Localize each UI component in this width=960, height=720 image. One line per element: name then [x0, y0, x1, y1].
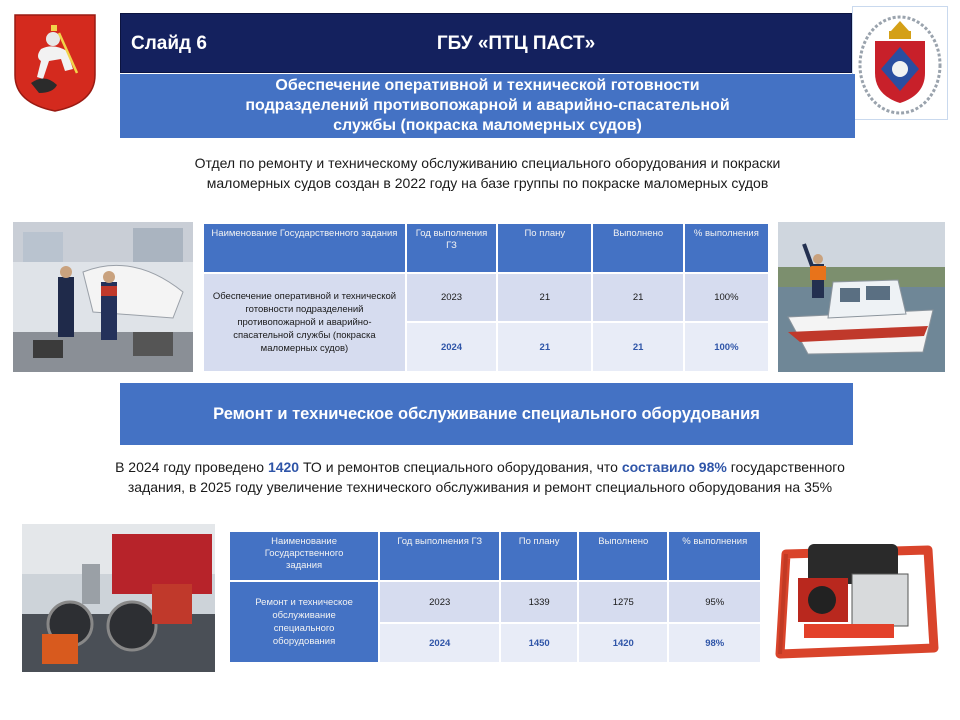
- row-label: Обеспечение оперативной и технической готовности подразделений противопожарной и аварийно-спасательной службы (покраска маломерных судов): [204, 274, 405, 371]
- cell-year: 2023: [380, 582, 499, 622]
- intro-line-1: Отдел по ремонту и техническому обслуживанию специального оборудования и покраски: [194, 155, 781, 171]
- cell-percent: 98%: [669, 624, 760, 662]
- cell-percent: 100%: [685, 274, 768, 321]
- cell-year: 2024: [407, 323, 496, 371]
- cell-done: 1420: [579, 624, 667, 662]
- slide-number: Слайд 6: [131, 33, 207, 54]
- section-band-repair: [120, 383, 853, 445]
- col-header-plan: По плану: [501, 532, 577, 580]
- intro-line-2: маломерных судов создан в 2022 году на базе группы по покраске маломерных судов: [206, 175, 769, 191]
- intro-text: [120, 153, 855, 193]
- col-header-year: Год выполнения ГЗ: [407, 224, 496, 272]
- org-emblem: [852, 6, 948, 120]
- summary-part-1: В 2024 году проведено: [115, 459, 268, 475]
- table-row: [230, 582, 760, 622]
- cell-percent: 95%: [669, 582, 760, 622]
- cell-year: 2023: [407, 274, 496, 321]
- cell-done: 1275: [579, 582, 667, 622]
- summary-part-3: государственного: [726, 459, 845, 475]
- summary-line-1: [40, 457, 920, 477]
- col-header-percent: % выполнения: [685, 224, 768, 272]
- col-header-done: Выполнено: [579, 532, 667, 580]
- boat-photo: [778, 222, 945, 372]
- moscow-coat-of-arms: [13, 13, 97, 113]
- table-row: [204, 274, 768, 321]
- table-boat-painting: [202, 222, 770, 373]
- summary-text: [40, 457, 920, 497]
- col-header-plan: По плану: [498, 224, 591, 272]
- cell-plan: 21: [498, 323, 591, 371]
- title-line-2: подразделений противопожарной и аварийно-спасательной: [245, 97, 730, 114]
- slide-title: [178, 76, 798, 136]
- summary-line-2: задания, в 2025 году увеличение технического обслуживания и ремонт специального оборудования на 35%: [127, 479, 833, 495]
- slide-title-band: [120, 74, 855, 138]
- cell-plan: 1339: [501, 582, 577, 622]
- col-header-name: Наименование Государственного задания: [204, 224, 405, 272]
- title-line-1: Обеспечение оперативной и технической готовности: [275, 77, 700, 94]
- table-header-row: [230, 532, 760, 580]
- cell-percent: 100%: [685, 323, 768, 371]
- summary-percent: составило 98%: [621, 459, 727, 475]
- row-label: Ремонт и техническое обслуживание специального оборудования: [230, 582, 378, 662]
- title-line-3: службы (покраска маломерных судов): [333, 117, 642, 134]
- workshop-photo: [13, 222, 193, 372]
- table-equipment-repair: [228, 530, 762, 664]
- section-title-repair: Ремонт и техническое обслуживание специального оборудования: [213, 404, 760, 423]
- cell-done: 21: [593, 274, 682, 321]
- summary-count: 1420: [267, 459, 300, 475]
- summary-part-2: ТО и ремонтов специального оборудования, что: [299, 459, 622, 475]
- col-header-percent: % выполнения: [669, 532, 760, 580]
- cell-plan: 21: [498, 274, 591, 321]
- generator-photo: [768, 524, 943, 664]
- cell-done: 21: [593, 323, 682, 371]
- equipment-photo: [22, 524, 215, 672]
- col-header-year: Год выполнения ГЗ: [380, 532, 499, 580]
- cell-plan: 1450: [501, 624, 577, 662]
- col-header-done: Выполнено: [593, 224, 682, 272]
- table-header-row: [204, 224, 768, 272]
- col-header-name: Наименование Государственного задания: [230, 532, 378, 580]
- organization-name: ГБУ «ПТЦ ПАСТ»: [436, 33, 596, 54]
- header-bar: [120, 13, 852, 73]
- cell-year: 2024: [380, 624, 499, 662]
